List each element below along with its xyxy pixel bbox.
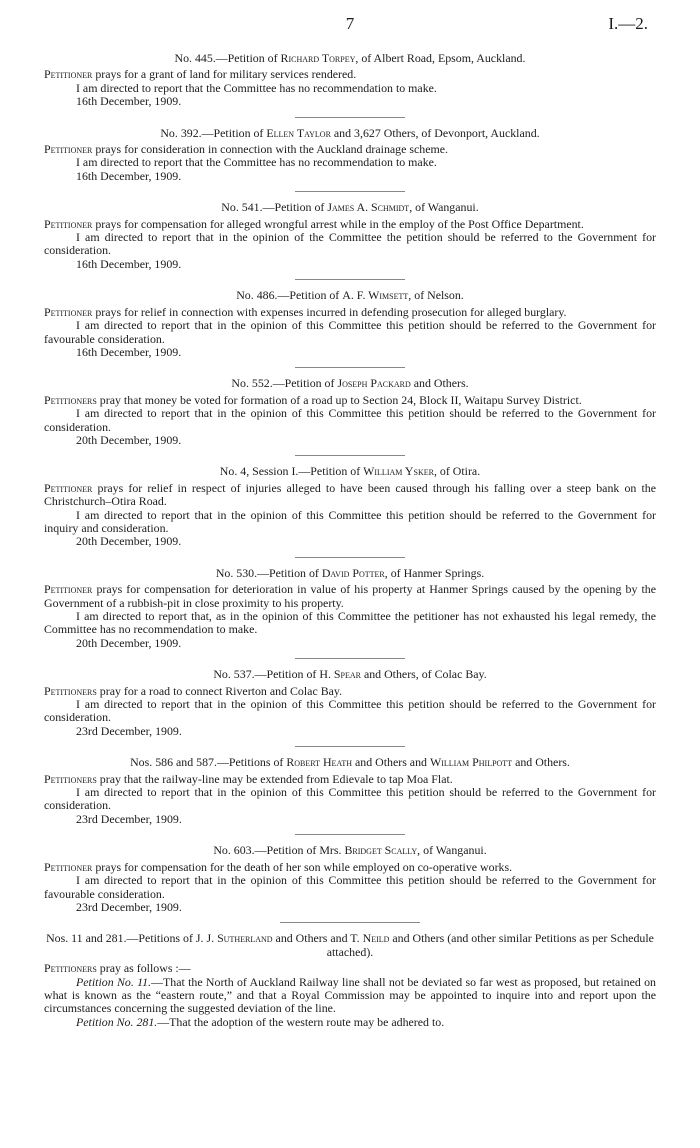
report-date: 23rd December, 1909. bbox=[76, 899, 182, 914]
report-date: 16th December, 1909. bbox=[76, 344, 182, 359]
petition-entry bbox=[44, 201, 656, 271]
report-date: 20th December, 1909. bbox=[76, 432, 182, 447]
petition-body: Petitioners pray for a road to connect Riverton and Colac Bay. bbox=[44, 683, 343, 698]
petition-list bbox=[44, 52, 656, 1029]
petitioner-name: William Ysker bbox=[363, 464, 434, 479]
committee-report: I am directed to report that in the opinion of this Committee this petition should be referred to the Government for consideration. bbox=[44, 697, 656, 725]
report-date: 20th December, 1909. bbox=[76, 534, 182, 549]
petition-body: Petitioner prays for relief in connection with expenses incurred in defending prosecution for alleged burglary. bbox=[44, 304, 567, 319]
report-date: 20th December, 1909. bbox=[76, 635, 182, 650]
petition-entry bbox=[44, 756, 656, 826]
committee-report: I am directed to report that in the opinion of the Committee the petition should be referred to the Government for consideration. bbox=[44, 230, 656, 258]
committee-report: I am directed to report that in the opinion of this Committee this petition should be referred to the Government for favourable consideration. bbox=[44, 873, 656, 901]
section-divider bbox=[295, 746, 405, 747]
section-divider bbox=[295, 834, 405, 835]
petition-entry bbox=[44, 289, 656, 359]
section-divider bbox=[280, 922, 420, 923]
document-reference: I.—2. bbox=[608, 14, 648, 33]
petition-clause: Petition No. 281.—That the adoption of the western route may be adhered to. bbox=[76, 1014, 445, 1029]
petition-entry bbox=[44, 844, 656, 914]
petition-body: Petitioner prays for compensation for alleged wrongful arrest while in the employ of the Post Office Department. bbox=[44, 216, 584, 231]
petition-title: No. 530.—Petition of David Potter, of Hanmer Springs. bbox=[215, 565, 485, 580]
petition-body: Petitioner prays for relief in respect of injuries alleged to have been caused through his falling over a steep bank on the Christchurch–Otira Road. bbox=[44, 480, 656, 509]
petitioner-name: A. F. Wimsett bbox=[342, 288, 409, 303]
petition-entry bbox=[44, 465, 656, 548]
petition-title: No. 541.—Petition of James A. Schmidt, of Wanganui. bbox=[221, 200, 479, 215]
committee-report: I am directed to report that in the opinion of this Committee this petition should be referred to the Government for inquiry and consideration. bbox=[44, 507, 656, 535]
petitioner-name: Robert Heath bbox=[286, 755, 353, 770]
petition-clause: Petition No. 11.—That the North of Auckland Railway line shall not be deviated so far west as proposed, but retained on what is known as the “eastern route,” and that a Royal Commission may be appointed to inquire into and report upon the circumstances concerning the suggested deviation of the line. bbox=[44, 974, 657, 1016]
petitioner-name: James A. Schmidt bbox=[327, 200, 410, 215]
committee-report: I am directed to report that the Committee has no recommendation to make. bbox=[76, 80, 437, 95]
petition-body: Petitioners pray that the railway-line may be extended from Edievale to tap Moa Flat. bbox=[44, 771, 453, 786]
petition-body: Petitioners pray as follows :— bbox=[44, 961, 191, 976]
petition-entry bbox=[44, 127, 656, 184]
petition-title: No. 552.—Petition of Joseph Packard and Others. bbox=[231, 376, 469, 391]
section-divider bbox=[295, 279, 405, 280]
section-divider bbox=[295, 117, 405, 118]
committee-report: I am directed to report that in the opinion of this Committee this petition should be referred to the Government for consideration. bbox=[44, 785, 656, 813]
petitioner-name: Neild bbox=[362, 931, 390, 946]
committee-report: I am directed to report that in the opinion of this Committee this petition should be referred to the Government for consideration. bbox=[44, 406, 656, 434]
petition-body: Petitioner prays for compensation for the death of her son while employed on co-operative works. bbox=[44, 859, 513, 874]
section-divider bbox=[295, 367, 405, 368]
petition-title: Nos. 11 and 281.—Petitions of J. J. Sutherland and Others and T. Neild and Others (and other similar Petitions as per Schedule attached). bbox=[46, 931, 654, 959]
petitioner-name: H. Spear bbox=[319, 667, 361, 682]
page-header bbox=[0, 14, 700, 38]
petitioner-name: William Philpott bbox=[429, 755, 513, 770]
report-date: 16th December, 1909. bbox=[76, 256, 182, 271]
petition-entry bbox=[44, 377, 656, 447]
petitioner-name: Sutherland bbox=[217, 931, 273, 946]
report-date: 23rd December, 1909. bbox=[76, 723, 182, 738]
petitioner-name: Joseph Packard bbox=[337, 376, 411, 391]
committee-report: I am directed to report that in the opinion of this Committee this petition should be referred to the Government for favourable consideration. bbox=[44, 318, 656, 346]
section-divider bbox=[295, 658, 405, 659]
clause-label: Petition No. 11. bbox=[76, 974, 152, 989]
petition-body: Petitioner prays for consideration in connection with the Auckland drainage scheme. bbox=[44, 142, 449, 157]
petitioner-name: David Potter bbox=[321, 565, 385, 580]
page-number: 7 bbox=[345, 14, 355, 33]
petition-title: No. 603.—Petition of Mrs. Bridget Scally, of Wanganui. bbox=[213, 843, 487, 858]
petition-body: Petitioner prays for a grant of land for military services rendered. bbox=[44, 67, 357, 82]
petitioner-name: Ellen Taylor bbox=[266, 125, 331, 140]
petitioner-name: Bridget Scally bbox=[344, 843, 418, 858]
committee-report: I am directed to report that, as in the opinion of this Committee the petitioner has not exhausted his legal remedy, the Committee has no recommendation to make. bbox=[44, 609, 656, 637]
petition-title: No. 4, Session I.—Petition of William Ysker, of Otira. bbox=[219, 464, 481, 479]
petition-entry-final bbox=[44, 932, 656, 1029]
section-divider bbox=[295, 455, 405, 456]
petitioner-name: Richard Torpey bbox=[280, 51, 356, 65]
petition-entry bbox=[44, 567, 656, 650]
petition-title: No. 486.—Petition of A. F. Wimsett, of Nelson. bbox=[236, 288, 464, 303]
committee-report: I am directed to report that the Committee has no recommendation to make. bbox=[76, 155, 437, 170]
petition-title: No. 445.—Petition of Richard Torpey, of Albert Road, Epsom, Auckland. bbox=[174, 51, 526, 65]
petition-entry bbox=[44, 52, 656, 109]
section-divider bbox=[295, 557, 405, 558]
clause-label: Petition No. 281. bbox=[76, 1014, 158, 1029]
petition-entry bbox=[44, 668, 656, 738]
petition-title: Nos. 586 and 587.—Petitions of Robert Heath and Others and William Philpott and Others. bbox=[130, 755, 570, 770]
petition-body: Petitioner prays for compensation for deterioration in value of his property at Hanmer Springs caused by the opening by the Government of a rubbish-pit in close proximity to his property. bbox=[44, 582, 656, 610]
section-divider bbox=[295, 191, 405, 192]
report-date: 23rd December, 1909. bbox=[76, 811, 182, 826]
report-date: 16th December, 1909. bbox=[76, 168, 182, 183]
report-date: 16th December, 1909. bbox=[76, 94, 182, 109]
petition-title: No. 537.—Petition of H. Spear and Others, of Colac Bay. bbox=[213, 667, 487, 682]
petition-body: Petitioners pray that money be voted for formation of a road up to Section 24, Block II, Waitapu Survey District. bbox=[44, 392, 582, 407]
petition-title: No. 392.—Petition of Ellen Taylor and 3,627 Others, of Devonport, Auckland. bbox=[160, 125, 540, 140]
